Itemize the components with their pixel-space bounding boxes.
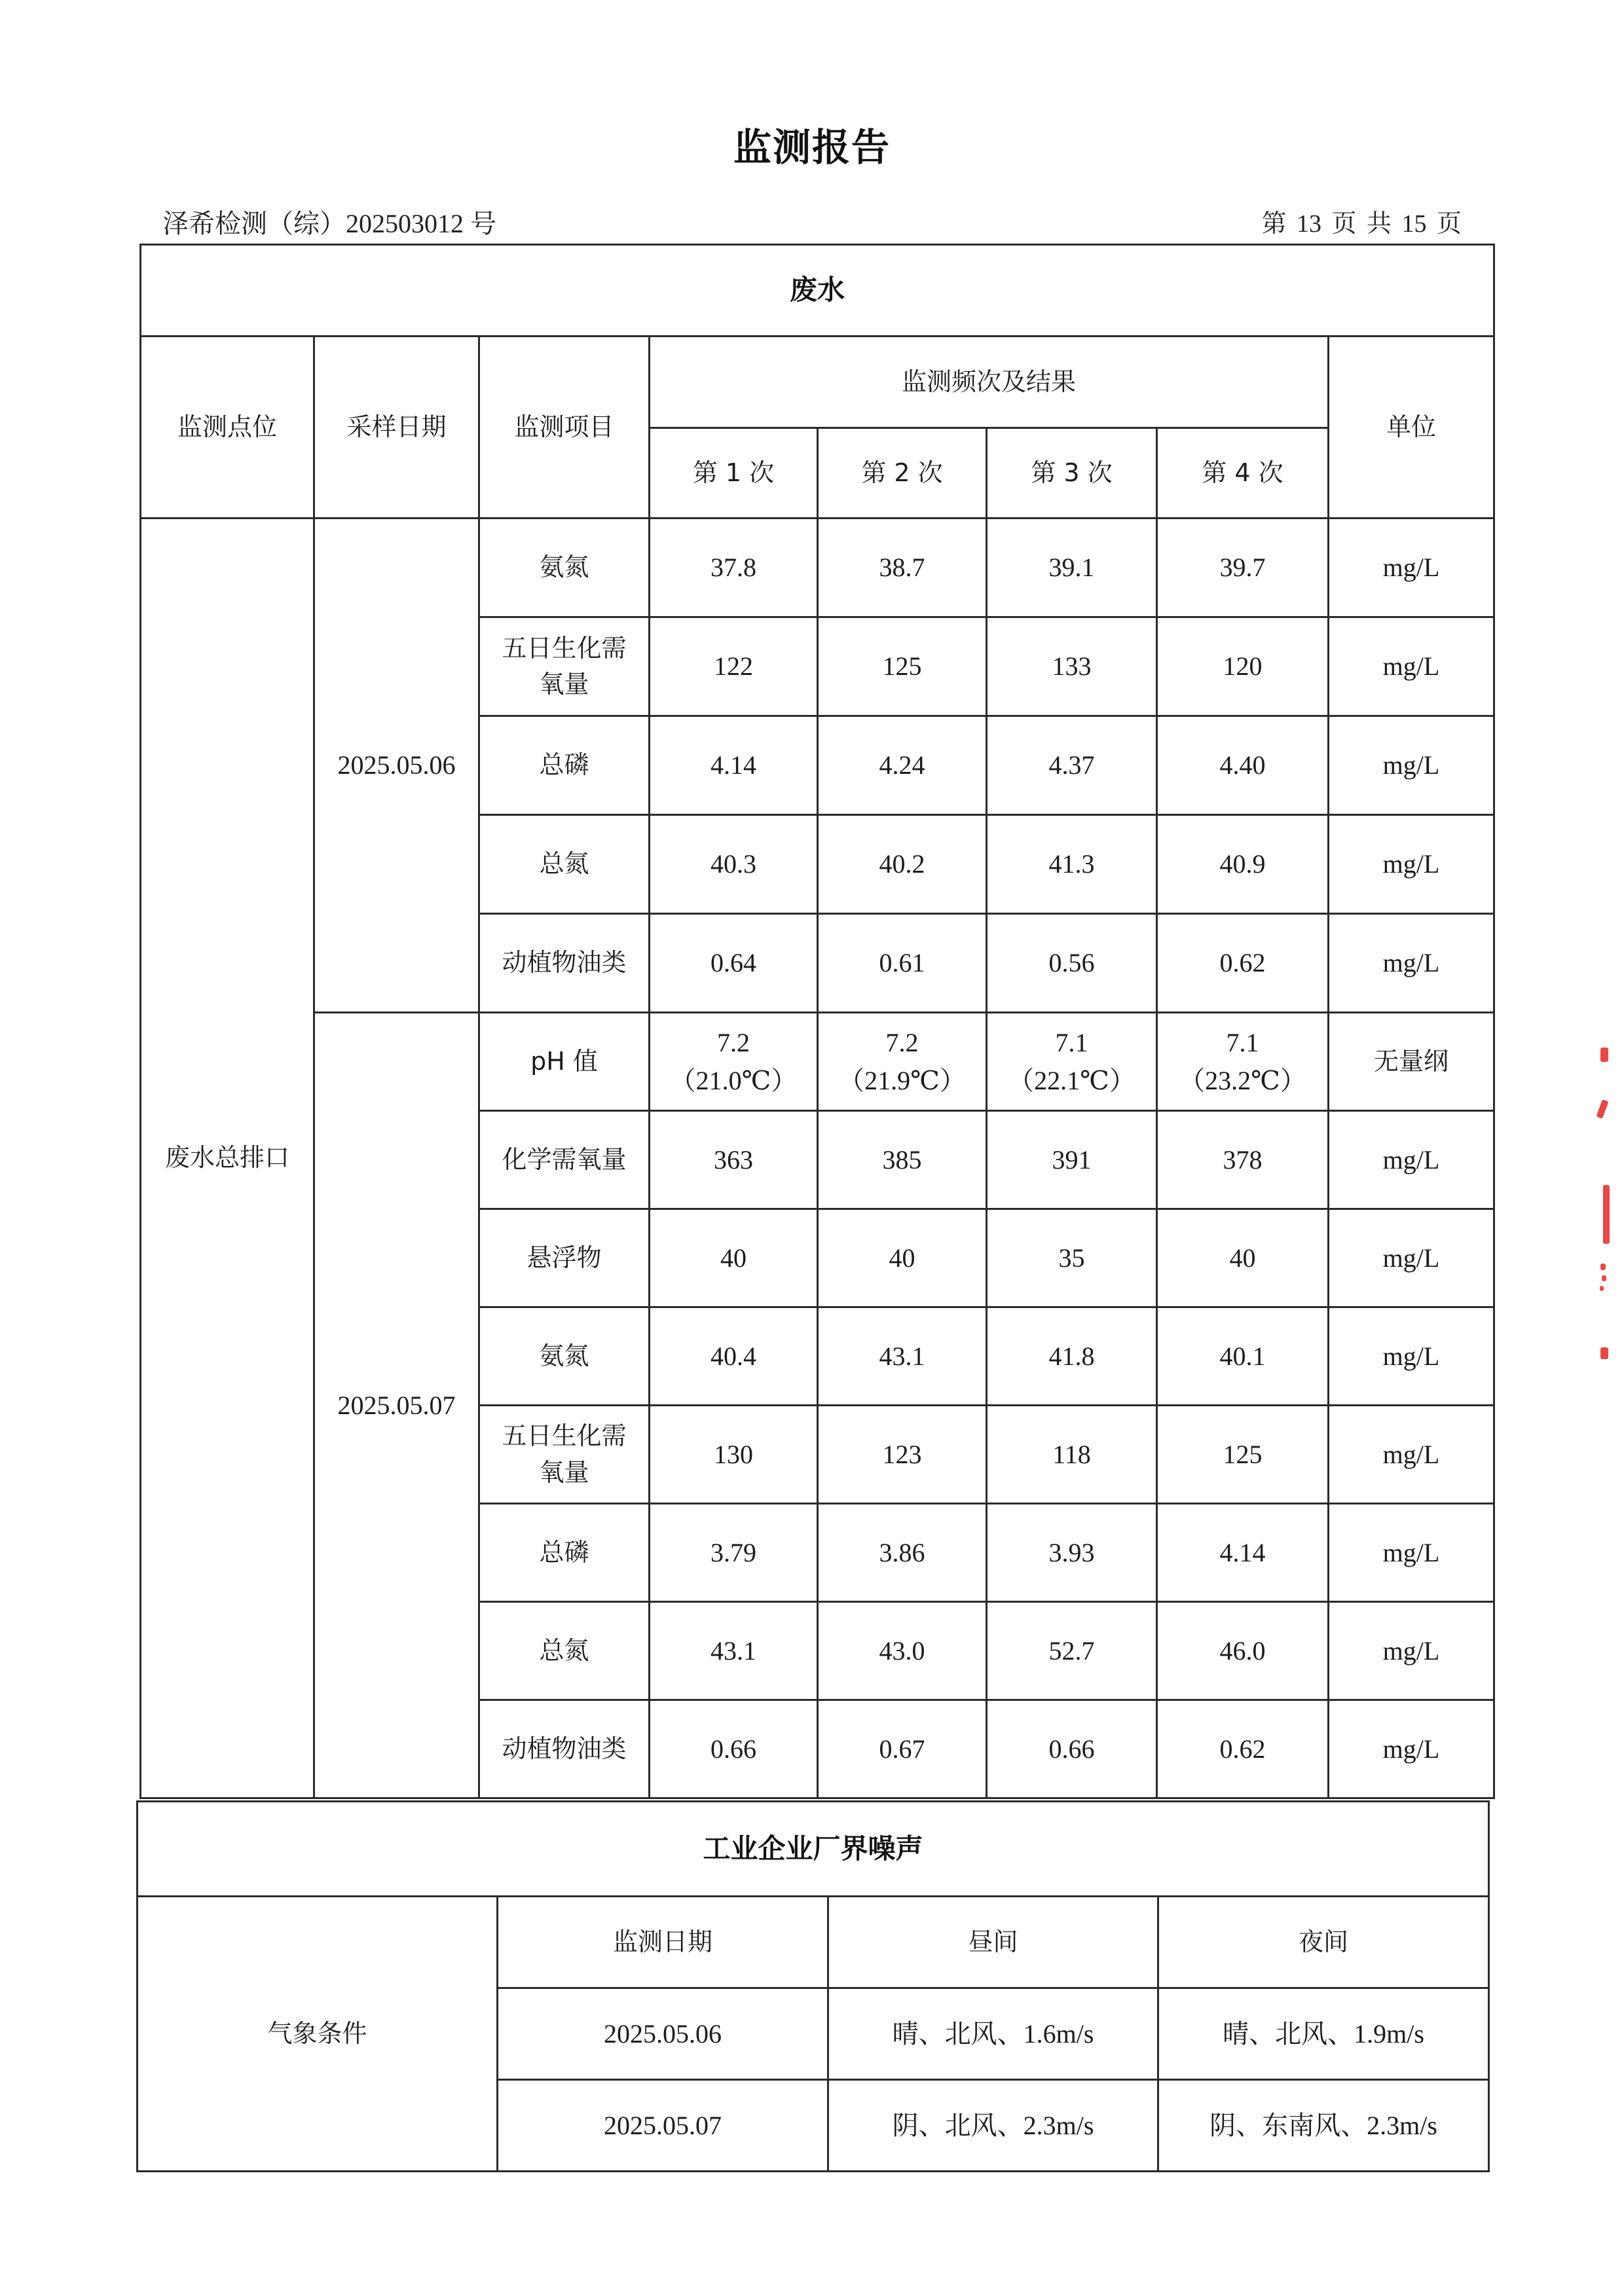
unit-cell: mg/L	[1329, 1700, 1494, 1798]
wastewater-table	[139, 244, 1495, 1799]
noise-section-title: 工业企业厂界噪声	[138, 1802, 1489, 1897]
value-cell: 40.9	[1157, 815, 1329, 914]
unit-cell: mg/L	[1329, 1209, 1494, 1307]
value-cell: 120	[1157, 617, 1329, 716]
value-cell: 4.14	[1157, 1504, 1329, 1602]
value-cell: 4.37	[987, 716, 1157, 815]
ph-value: 7.2	[717, 1027, 750, 1057]
value-cell: 41.3	[987, 815, 1157, 914]
ph-value: 7.1	[1226, 1027, 1259, 1057]
value-cell: 38.7	[818, 519, 987, 617]
ph-temperature: （22.1℃）	[1008, 1065, 1135, 1095]
item-cell: 总磷	[479, 1504, 650, 1602]
item-cell: 总氮	[479, 1602, 650, 1700]
value-cell	[987, 1013, 1157, 1111]
document-title: 监测报告	[733, 125, 891, 170]
item-cell: 总氮	[479, 815, 650, 914]
value-cell: 122	[650, 617, 818, 716]
value-cell: 46.0	[1157, 1602, 1329, 1700]
value-cell: 0.66	[987, 1700, 1157, 1798]
unit-cell: mg/L	[1329, 519, 1494, 617]
ph-temperature: （23.2℃）	[1179, 1065, 1306, 1095]
date-cell: 2025.05.07	[498, 2080, 828, 2172]
value-cell: 43.1	[650, 1602, 818, 1700]
value-cell: 3.86	[818, 1504, 987, 1602]
unit-cell: mg/L	[1329, 1307, 1494, 1406]
value-cell	[1157, 1013, 1329, 1111]
value-cell: 0.62	[1157, 1700, 1329, 1798]
header-unit: 单位	[1329, 337, 1494, 519]
value-cell: 43.1	[818, 1307, 987, 1406]
value-cell: 41.8	[987, 1307, 1157, 1406]
table-row	[141, 1013, 1494, 1111]
value-cell: 118	[987, 1406, 1157, 1504]
item-cell: pH 值	[479, 1013, 650, 1111]
item-cell: 总磷	[479, 716, 650, 815]
value-cell: 133	[987, 617, 1157, 716]
item-cell: 动植物油类	[479, 1700, 650, 1798]
table-row	[141, 519, 1494, 617]
header-run-3: 第 3 次	[987, 428, 1157, 519]
value-cell: 43.0	[818, 1602, 987, 1700]
unit-cell: mg/L	[1329, 815, 1494, 914]
item-cell: 化学需氧量	[479, 1111, 650, 1209]
nighttime-weather: 阴、东南风、2.3m/s	[1158, 2080, 1489, 2172]
value-cell: 39.1	[987, 519, 1157, 617]
item-cell: 氨氮	[479, 1307, 650, 1406]
header-run-2: 第 2 次	[818, 428, 987, 519]
unit-cell: mg/L	[1329, 716, 1494, 815]
value-cell: 0.67	[818, 1700, 987, 1798]
unit-cell: mg/L	[1329, 914, 1494, 1013]
value-cell: 40.2	[818, 815, 987, 914]
value-cell: 363	[650, 1111, 818, 1209]
value-cell: 35	[987, 1209, 1157, 1307]
header-nighttime: 夜间	[1158, 1897, 1489, 1988]
value-cell: 125	[818, 617, 987, 716]
value-cell: 39.7	[1157, 519, 1329, 617]
daytime-weather: 阴、北风、2.3m/s	[828, 2080, 1158, 2172]
value-cell: 385	[818, 1111, 987, 1209]
header-location: 监测点位	[141, 337, 314, 519]
nighttime-weather: 晴、北风、1.9m/s	[1158, 1988, 1489, 2080]
item-cell: 氨氮	[479, 519, 650, 617]
unit-cell: mg/L	[1329, 1111, 1494, 1209]
item-cell: 五日生化需氧量	[479, 617, 650, 716]
value-cell: 40	[818, 1209, 987, 1307]
unit-cell: mg/L	[1329, 617, 1494, 716]
header-run-1: 第 1 次	[650, 428, 818, 519]
table-row	[138, 1897, 1489, 1988]
value-cell: 4.40	[1157, 716, 1329, 815]
ph-value: 7.1	[1055, 1027, 1088, 1057]
value-cell: 40.1	[1157, 1307, 1329, 1406]
value-cell: 40	[1157, 1209, 1329, 1307]
header-monitor-date: 监测日期	[498, 1897, 828, 1988]
seal-stamp-fragment	[1598, 1048, 1615, 1362]
weather-label: 气象条件	[138, 1897, 498, 2172]
sample-date-cell: 2025.05.06	[314, 519, 479, 1013]
header-daytime: 昼间	[828, 1897, 1158, 1988]
value-cell: 0.64	[650, 914, 818, 1013]
unit-cell: mg/L	[1329, 1406, 1494, 1504]
value-cell: 0.62	[1157, 914, 1329, 1013]
value-cell: 3.93	[987, 1504, 1157, 1602]
sample-date-cell: 2025.05.07	[314, 1013, 479, 1798]
noise-table	[136, 1800, 1490, 2172]
value-cell: 4.24	[818, 716, 987, 815]
value-cell: 40.3	[650, 815, 818, 914]
value-cell: 40.4	[650, 1307, 818, 1406]
unit-cell: mg/L	[1329, 1504, 1494, 1602]
wastewater-section-title: 废水	[141, 245, 1494, 337]
unit-cell: 无量纲	[1329, 1013, 1494, 1111]
daytime-weather: 晴、北风、1.6m/s	[828, 1988, 1158, 2080]
value-cell: 37.8	[650, 519, 818, 617]
header-sample-date: 采样日期	[314, 337, 479, 519]
value-cell: 0.61	[818, 914, 987, 1013]
location-cell: 废水总排口	[141, 519, 314, 1798]
value-cell: 52.7	[987, 1602, 1157, 1700]
header-item: 监测项目	[479, 337, 650, 519]
value-cell: 40	[650, 1209, 818, 1307]
header-run-4: 第 4 次	[1157, 428, 1329, 519]
value-cell	[650, 1013, 818, 1111]
value-cell: 378	[1157, 1111, 1329, 1209]
item-cell: 五日生化需氧量	[479, 1406, 650, 1504]
value-cell: 0.66	[650, 1700, 818, 1798]
value-cell: 123	[818, 1406, 987, 1504]
value-cell: 3.79	[650, 1504, 818, 1602]
ph-value: 7.2	[885, 1027, 919, 1057]
item-cell: 动植物油类	[479, 914, 650, 1013]
value-cell: 4.14	[650, 716, 818, 815]
value-cell: 125	[1157, 1406, 1329, 1504]
unit-cell: mg/L	[1329, 1602, 1494, 1700]
page-indicator: 第 13 页 共 15 页	[1261, 210, 1462, 238]
header-results-group: 监测频次及结果	[650, 337, 1329, 428]
value-cell: 391	[987, 1111, 1157, 1209]
date-cell: 2025.05.06	[498, 1988, 828, 2080]
value-cell: 0.56	[987, 914, 1157, 1013]
item-cell: 悬浮物	[479, 1209, 650, 1307]
report-number: 泽希检测（综）202503012 号	[162, 209, 496, 238]
ph-temperature: （21.0℃）	[669, 1065, 798, 1095]
value-cell: 130	[650, 1406, 818, 1504]
value-cell	[818, 1013, 987, 1111]
ph-temperature: （21.9℃）	[838, 1065, 966, 1095]
